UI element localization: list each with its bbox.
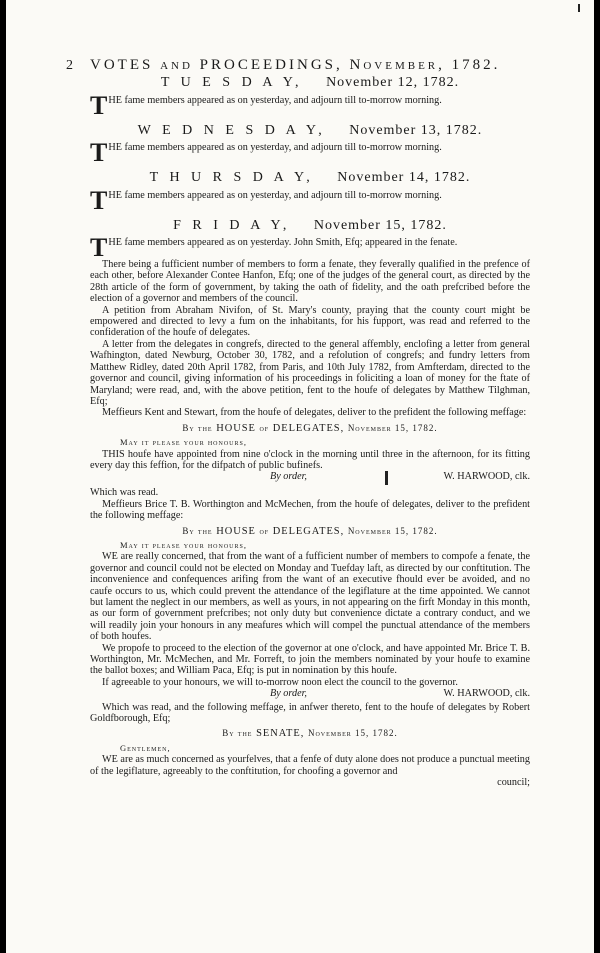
heading-house: HOUSE <box>216 422 256 434</box>
page-text-block <box>66 57 530 789</box>
message-2-signature <box>90 688 530 699</box>
signature-clerk: W. HARWOOD, clk. <box>443 471 530 483</box>
page-corner-mark <box>578 4 586 12</box>
heading-by: By the <box>182 525 213 536</box>
senate-paragraph-1: WE are as much concerned as yourfelves, that a fenfe of duty alone does not produce a punctual meeting of the legiflature, agreeably to the conftitution, for choofing a governor and <box>90 754 530 777</box>
friday-entry <box>90 233 530 263</box>
day-entry-tuesday <box>90 90 530 120</box>
day-date: November 14, 1782. <box>337 170 471 186</box>
friday-paragraph-5: Meffieurs Kent and Stewart, from the houfe of delegates, deliver to the prefident the following meffage: <box>102 407 527 419</box>
friday-paragraph-2: There being a fufficient number of members to form a fenate, they feverally qualified in the prefence of each other, before Alexander Contee Hanfon, Efq; one of the judges of the general court, as directed by the 28th article of the form of government, by taking the oath of fidelity, and the oath prefcribed before the election of a governor and members of the council. <box>90 259 530 305</box>
heading-date: November 15, 1782. <box>347 422 438 433</box>
friday-paragraph-3: A petition from Abraham Nivifon, of St. Mary's county, praying that the county court might be empowered and directed to levy a fum on the inhabitants, for his fupport, was read and referred to the confideration of the houfe of delegates. <box>90 304 530 339</box>
message-2-paragraph-1: WE are really concerned, that from the want of a fufficient number of members to compofe a fenate, the governor and council could not be elected on Monday and Tuefday laft, as directed by our conftitution. The inconvenience and confequences arifing from the want of an executive fhould ever be avoided, and no caufe occurs to us, which could prevent the attendance of the legiflature at the time appointed. We cannot but lament the neglect in our members, as well as yours, in not appearing on the firft Monday in this month, as our form of government prefcribes; not only duty but convenience dictate a contrary conduct, and we will readily join your honours in any meafures which will compel the punctual attendance of the members of both houfes. <box>90 551 530 643</box>
message-2-salutation: May it please your honours, <box>120 539 247 550</box>
page-number: 2 <box>66 58 73 73</box>
document-page <box>6 0 594 953</box>
day-entry-wednesday <box>90 138 530 168</box>
day-heading-wednesday <box>90 122 530 138</box>
day-name: T H U R S D A Y, <box>149 170 314 186</box>
drop-cap: T <box>90 185 108 215</box>
senate-heading <box>90 728 530 739</box>
day-date: November 12, 1782. <box>326 75 460 91</box>
friday-paragraph-4: A letter from the delegates in congrefs, directed to the general affembly, enclofing a letter from general Wafhington, dated Newburg, October 30, 1782, and a refolution of congrefs; and fundry letters from Matthew Ridley, dated 20th April 1782, from Paris, and 10th July 1782, from Amfterdam, directed to the governor and council, giving information of his proceedings in foliciting a loan of money for the ftate of Maryland; were read, and, with the above petition, fent to the houfe of delegates by Matthew Tilghman, Efq; <box>90 338 530 407</box>
day-name: T U E S D A Y, <box>160 75 303 91</box>
signature-order: By order, <box>270 688 307 700</box>
heading-by: By the <box>222 728 253 739</box>
heading-delegates: DELEGATES, <box>272 422 345 434</box>
heading-senate: SENATE, <box>256 728 305 740</box>
message-2-paragraph-3: If agreeable to your honours, we will to-morrow noon elect the council to the governor. <box>102 676 458 688</box>
day-entry-thursday <box>90 185 530 215</box>
entry-text: HE fame members appeared as on yesterday, and adjourn till to-morrow morning. <box>108 189 442 201</box>
running-head <box>66 57 530 73</box>
day-name: F R I D A Y, <box>173 217 291 233</box>
drop-cap: T <box>90 90 108 120</box>
heading-house: HOUSE <box>216 525 256 537</box>
drop-cap: T <box>90 233 108 263</box>
catchword: council; <box>497 777 530 789</box>
day-date: November 13, 1782. <box>349 122 483 138</box>
heading-of: of <box>259 525 270 536</box>
heading-date: November 15, 1782. <box>347 525 438 536</box>
message-2-heading <box>90 526 530 537</box>
message-2-paragraph-2: We propofe to proceed to the election of the governor at one o'clock, and have appointed Mr. Brice T. B. Worthington, Mr. McMechen, and Mr. Forreft, to join the members nominated by your houfe to examine the ballot boxes; and William Paca, Efq; is put in nomination by this houfe. <box>90 642 530 677</box>
day-name: W E D N E S D A Y, <box>137 122 326 138</box>
message-1-signature <box>90 471 530 485</box>
signature-clerk: W. HARWOOD, clk. <box>443 688 530 700</box>
entry-text: HE fame members appeared as on yesterday, and adjourn till to-morrow morning. <box>108 94 442 106</box>
ink-mark <box>385 471 388 485</box>
signature-order: By order, <box>270 471 307 483</box>
senate-salutation: Gentlemen, <box>120 742 171 753</box>
heading-by: By the <box>182 422 213 433</box>
message-1-salutation: May it please your honours, <box>120 437 247 448</box>
drop-cap: T <box>90 138 108 168</box>
message-1-after: Which was read. <box>90 487 159 499</box>
message-1-next: Meffieurs Brice T. B. Worthington and McMechen, from the houfe of delegates, deliver to the prefident the following meffage: <box>90 498 530 522</box>
day-date: November 15, 1782. <box>313 217 447 233</box>
running-head-title: VOTES and PROCEEDINGS, November, 1782. <box>90 57 501 73</box>
message-1-body: THIS houfe have appointed from nine o'clock in the morning until three in the afternoon, for its fitting every day this feffion, for the difpatch of public bufinefs. <box>90 448 530 471</box>
day-heading-thursday <box>90 170 530 186</box>
message-1-heading <box>90 423 530 434</box>
day-heading-tuesday <box>90 75 530 91</box>
heading-of: of <box>259 422 270 433</box>
heading-date: November 15, 1782. <box>307 728 398 739</box>
entry-text: HE fame members appeared as on yesterday, and adjourn till to-morrow morning. <box>108 142 442 154</box>
message-2-after: Which was read, and the following meffage, in anfwer thereto, fent to the houfe of delegates by Robert Goldfborough, Efq; <box>90 701 530 725</box>
friday-paragraph-1: HE fame members appeared as on yesterday. John Smith, Efq; appeared in the fenate. <box>108 237 458 249</box>
heading-delegates: DELEGATES, <box>272 525 345 537</box>
day-heading-friday <box>90 217 530 233</box>
